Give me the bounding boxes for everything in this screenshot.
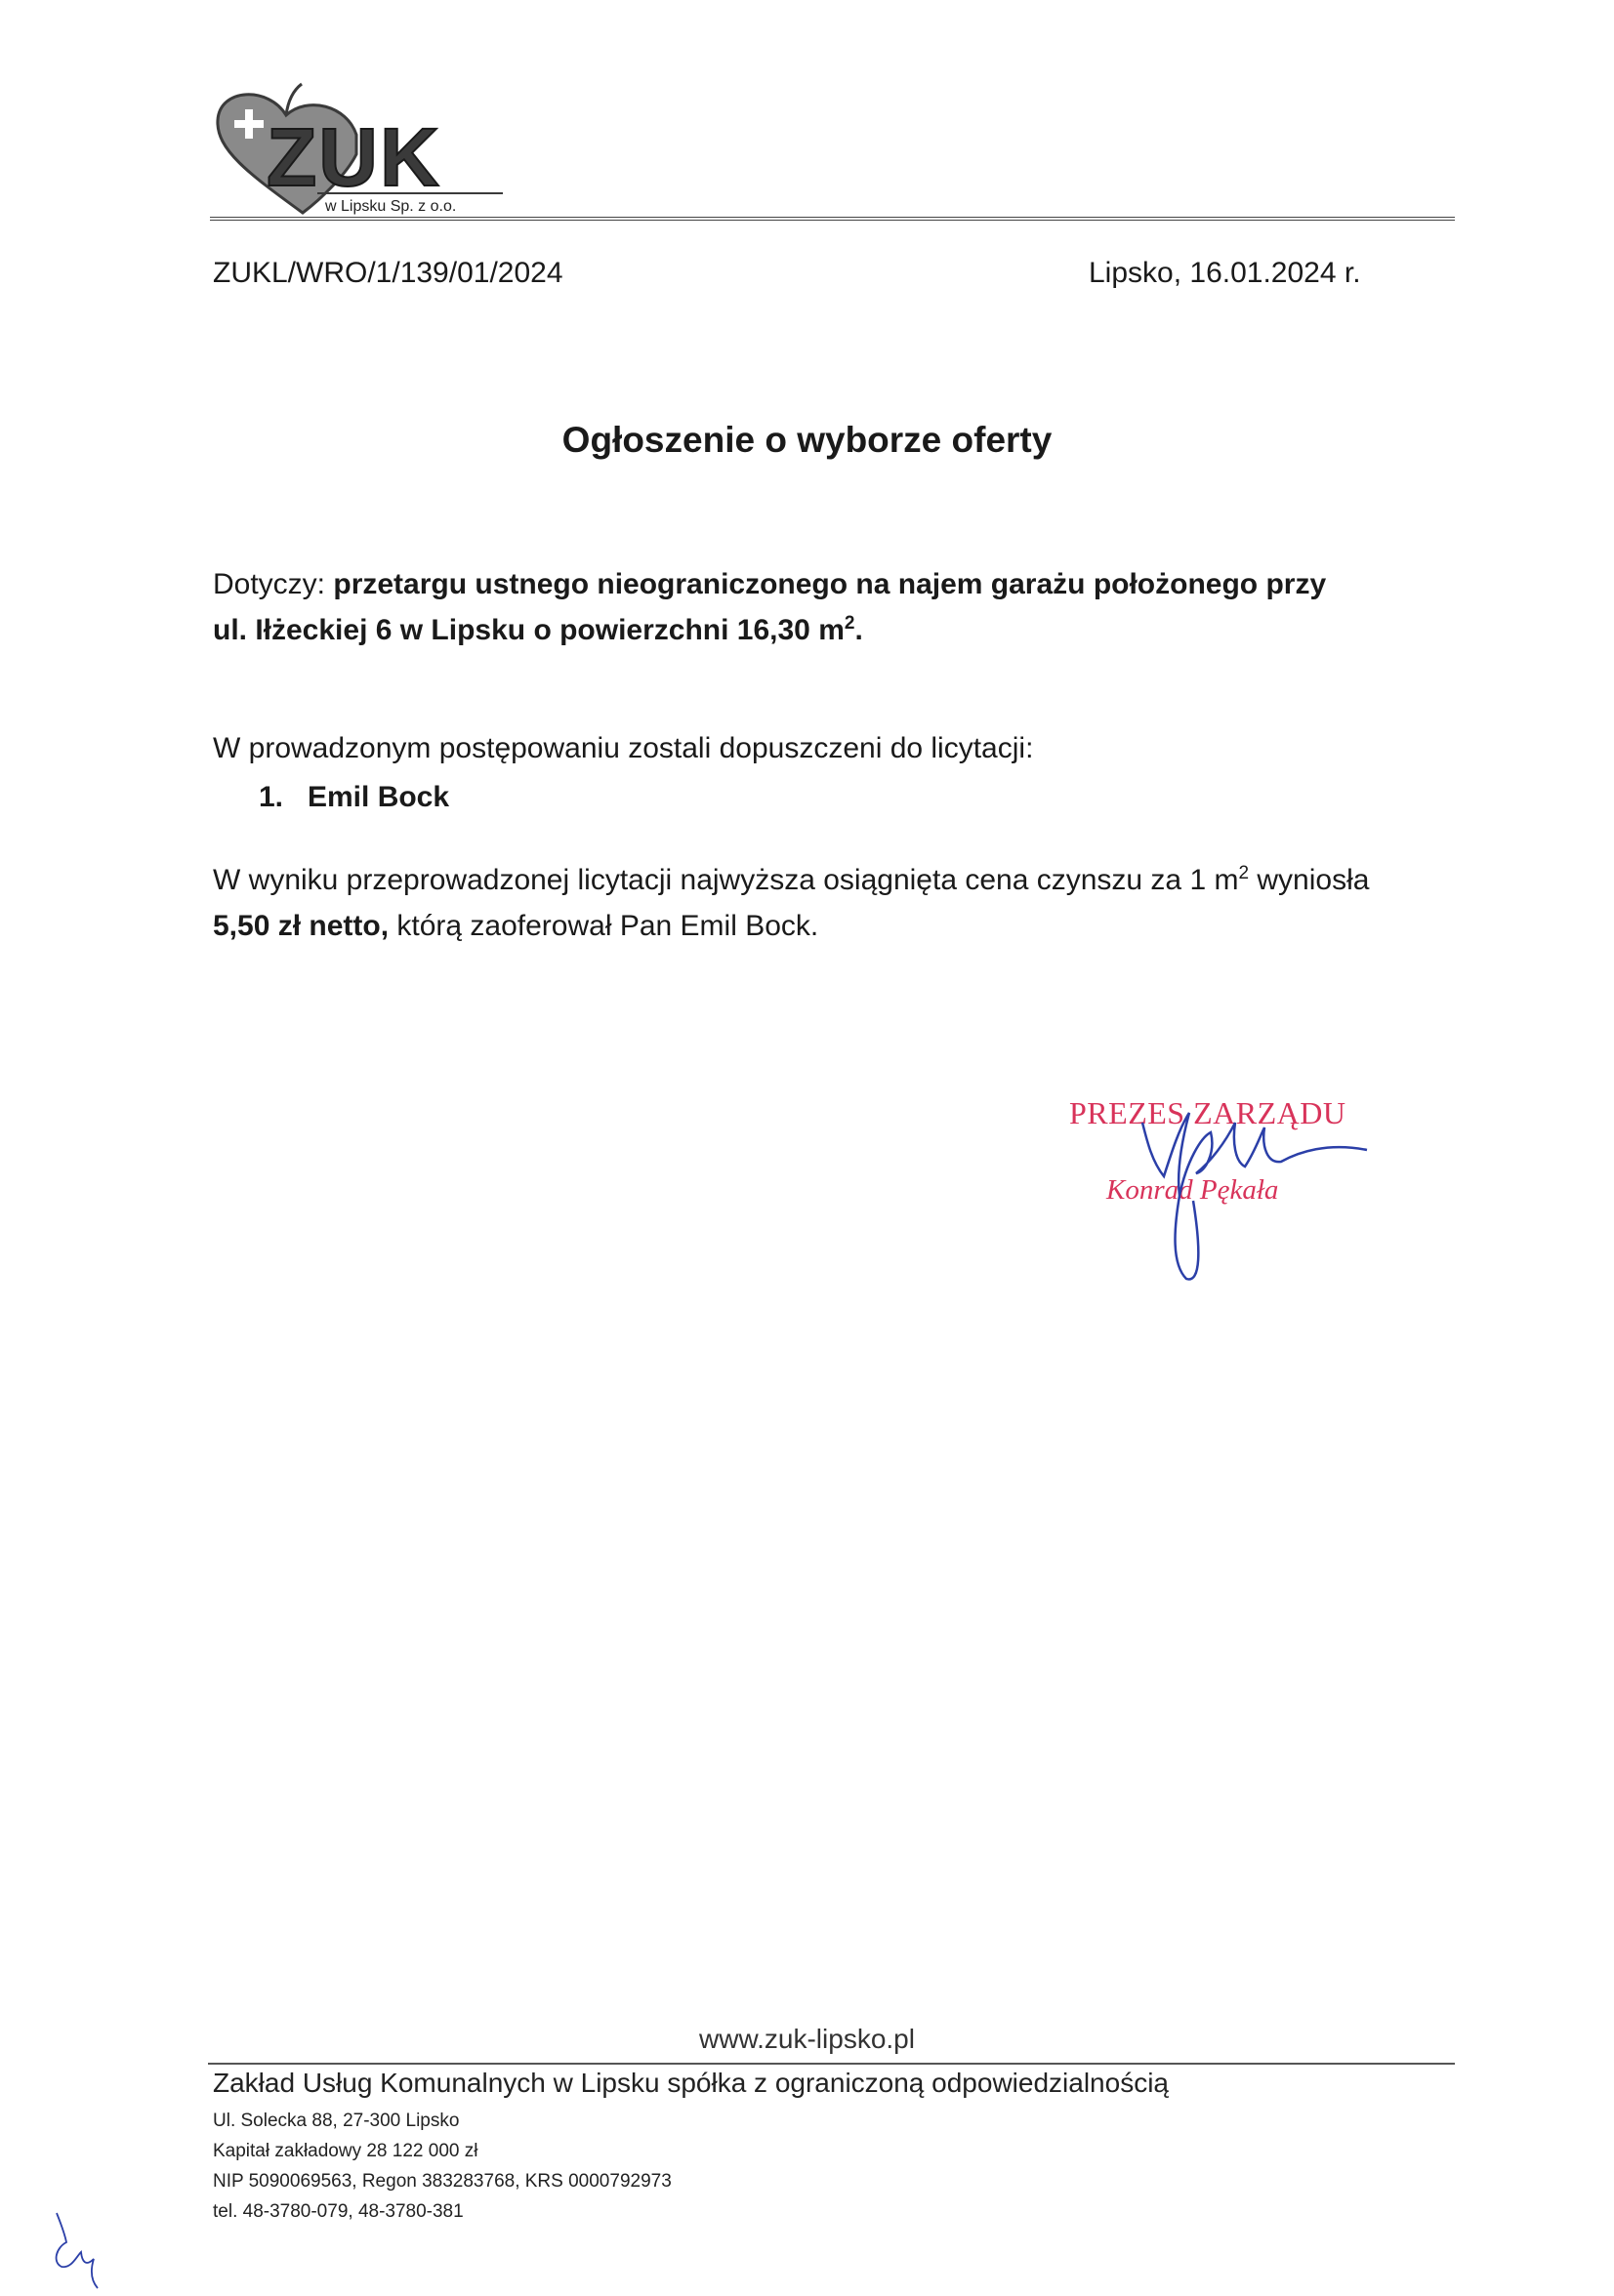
result-text-1: W wyniku przeprowadzonej licytacji najwyższa osiągnięta cena czynszu za 1 m xyxy=(213,864,1239,896)
document-date: Lipsko, 16.01.2024 r. xyxy=(1089,257,1361,289)
company-capital: Kapitał zakładowy 28 122 000 zł xyxy=(213,2141,478,2161)
handwritten-initials xyxy=(47,2208,105,2291)
subject-end: . xyxy=(854,614,863,646)
result-text-2: wyniosła xyxy=(1249,864,1370,896)
subject-label: Dotyczy: xyxy=(213,568,326,600)
zuk-heart-logo xyxy=(210,76,503,223)
company-address: Ul. Solecka 88, 27-300 Lipsko xyxy=(213,2111,460,2131)
website-link[interactable]: www.zuk-lipsko.pl xyxy=(699,2024,915,2054)
result-superscript: 2 xyxy=(1238,863,1250,883)
document-reference: ZUKL/WRO/1/139/01/2024 xyxy=(213,257,563,289)
result-price: 5,50 zł netto, xyxy=(213,910,390,942)
subject-text-line2: ul. Iłżeckiej 6 w Lipsku o powierzchni 16,30 m xyxy=(213,614,845,646)
bidder-number: 1. xyxy=(259,781,284,813)
company-phone: tel. 48-3780-079, 48-3780-381 xyxy=(213,2201,464,2222)
admitted-intro: W prowadzonym postępowaniu zostali dopuszczeni do licytacji: xyxy=(213,732,1034,764)
document-title: Ogłoszenie o wyborze oferty xyxy=(561,420,1053,460)
subject-text-line1: przetargu ustnego nieograniczonego na najem garażu położonego przy xyxy=(333,568,1327,600)
bidder-list-item xyxy=(259,781,449,814)
footer-divider xyxy=(208,2063,1455,2065)
subject-paragraph xyxy=(213,561,1385,653)
svg-text:ZUK: ZUK xyxy=(267,111,441,203)
header-divider xyxy=(210,217,1455,221)
bidder-name: Emil Bock xyxy=(308,781,450,813)
subject-superscript: 2 xyxy=(844,613,855,634)
company-name: Zakład Usług Komunalnych w Lipsku spółka z ograniczoną odpowiedzialnością xyxy=(213,2068,1169,2098)
company-logo xyxy=(210,76,503,223)
result-text-3: którą zaoferował Pan Emil Bock. xyxy=(389,910,819,942)
result-paragraph xyxy=(213,857,1385,949)
handwritten-signature xyxy=(1055,1084,1386,1289)
stamp-name: Konrad Pękała xyxy=(1106,1174,1279,1206)
company-registry: NIP 5090069563, Regon 383283768, KRS 0000792973 xyxy=(213,2171,672,2192)
svg-text:w Lipsku Sp. z o.o.: w Lipsku Sp. z o.o. xyxy=(325,198,457,215)
stamp-title: PREZES ZARZĄDU xyxy=(1069,1095,1346,1130)
